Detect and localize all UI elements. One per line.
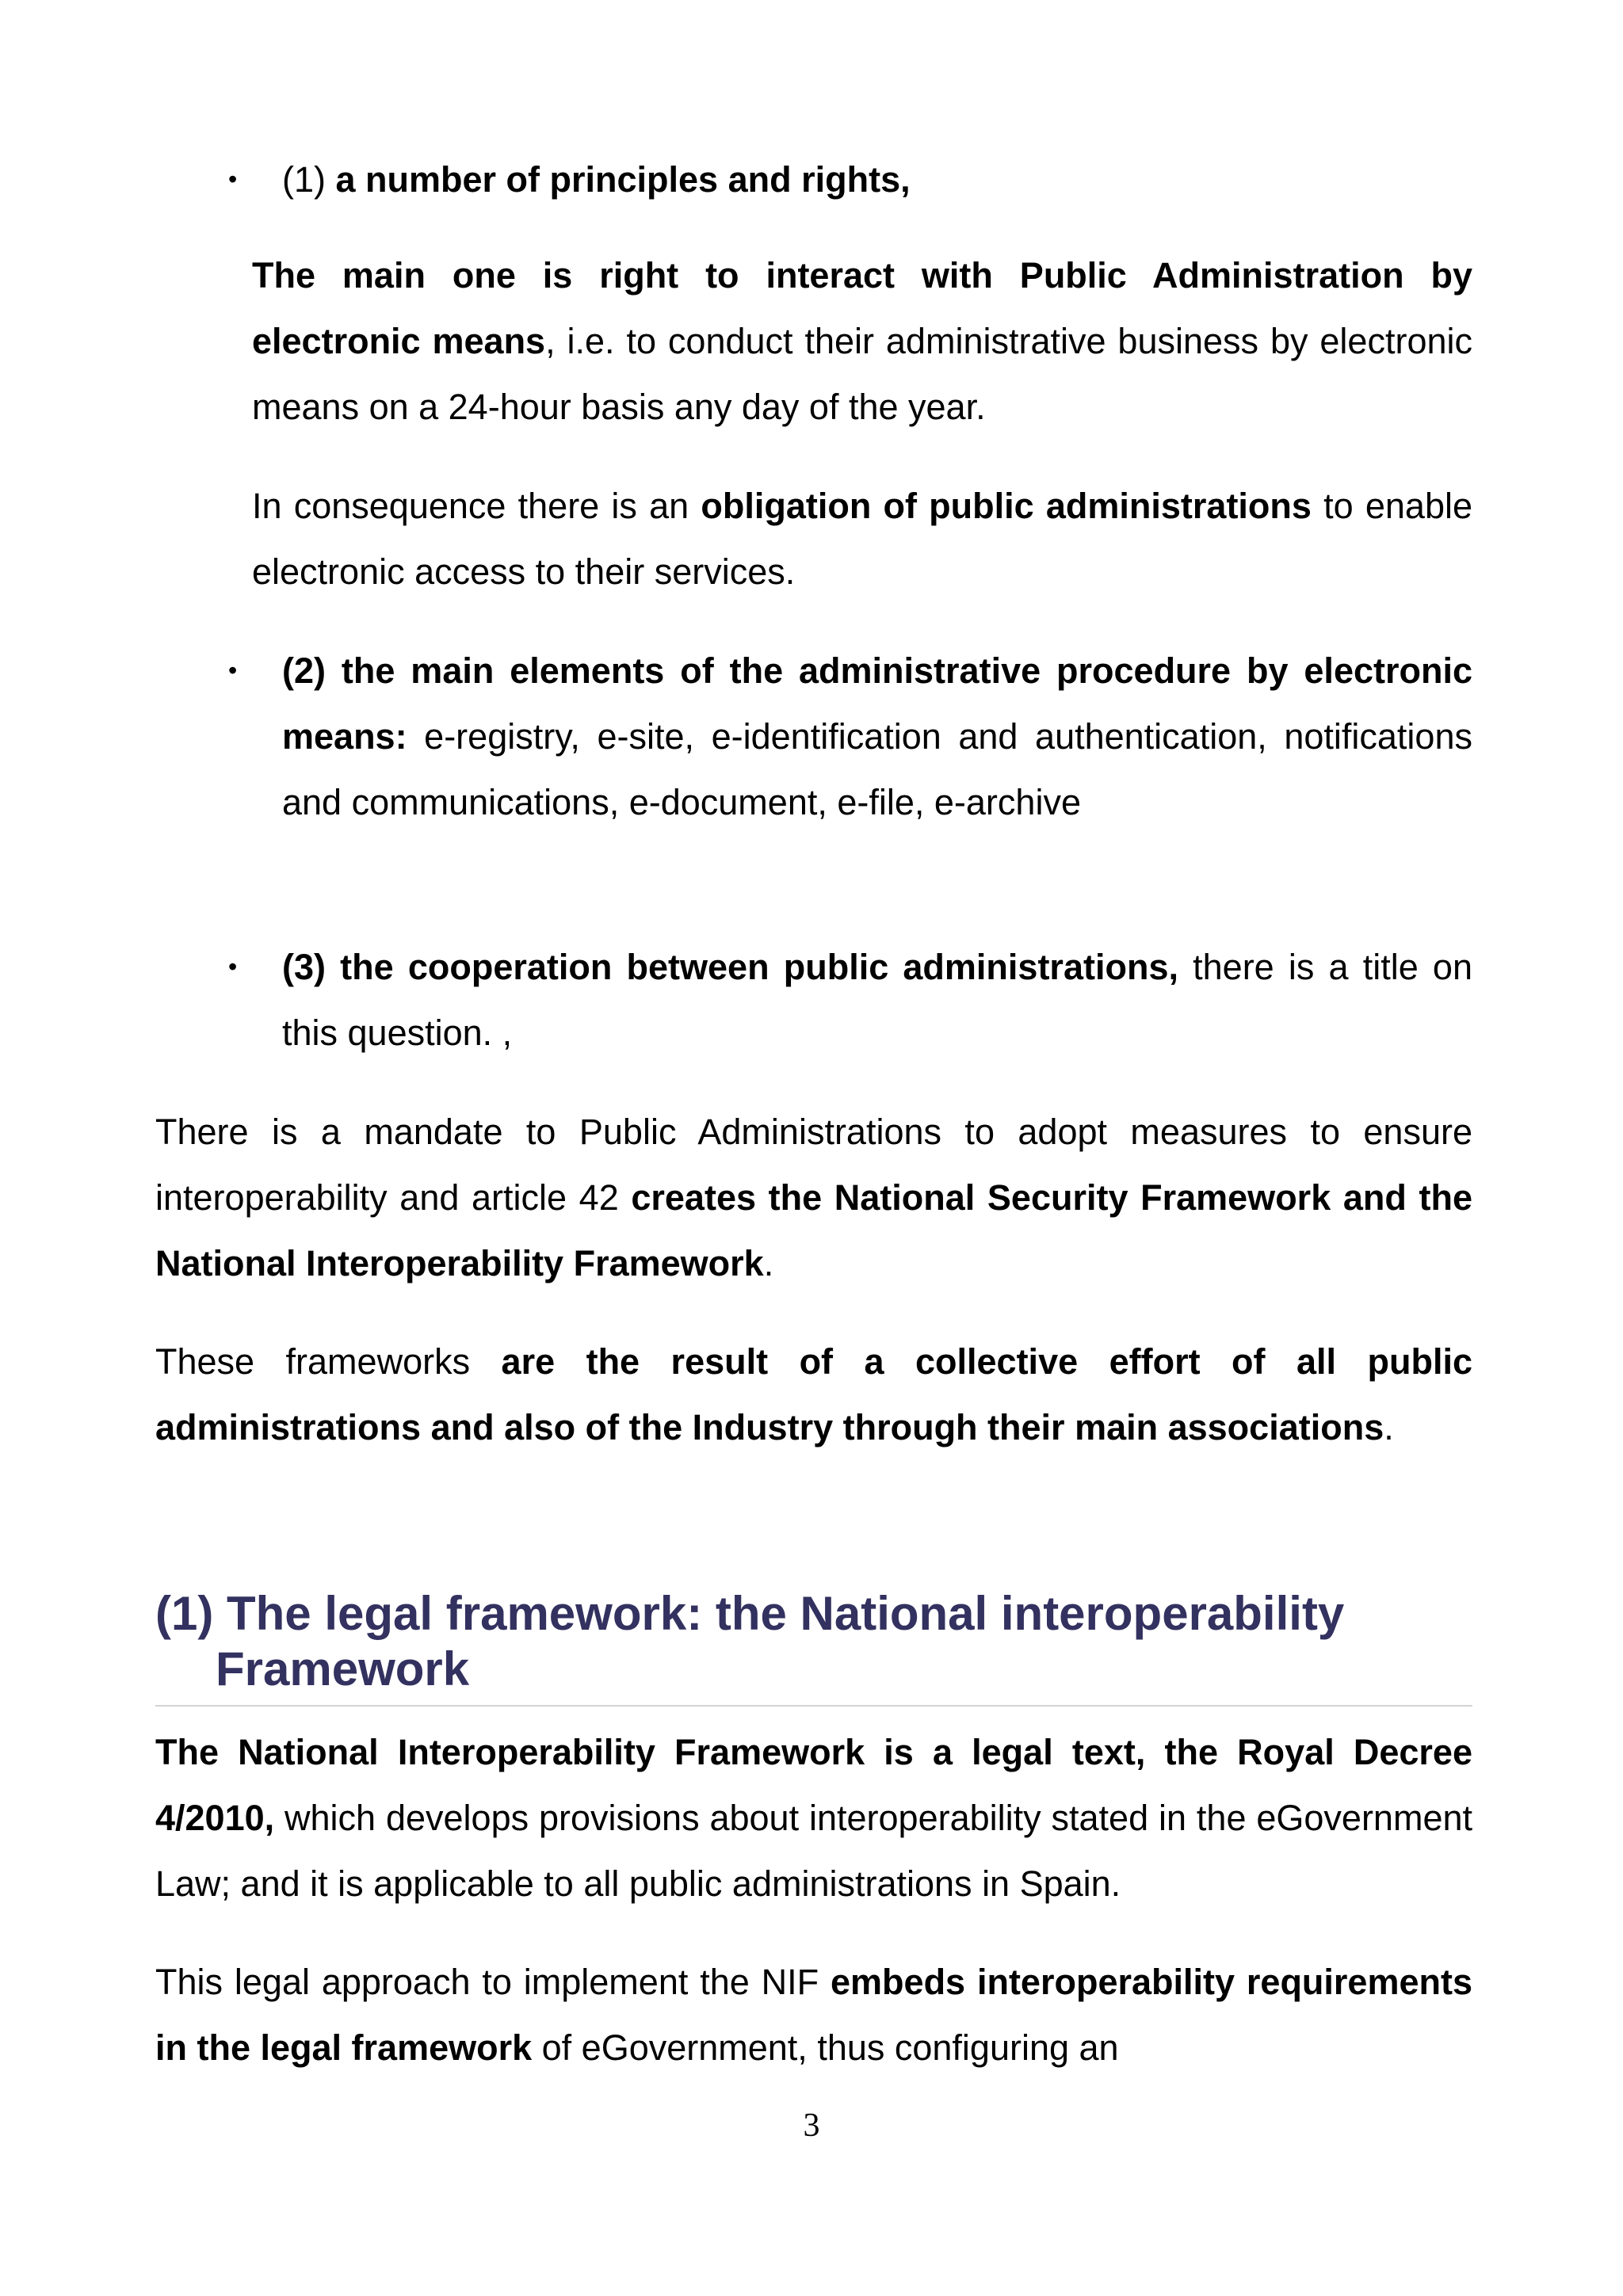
paragraph-text: These frameworks [155, 1341, 502, 1382]
paragraph-text: This legal approach to implement the NIF [155, 1962, 831, 2002]
paragraph-text: . [1384, 1407, 1394, 1447]
sub-paragraph-2 [252, 473, 1472, 605]
paragraph-text: There is a mandate to Public Administrations to adopt measures to ensure interoperability and article 42 [155, 1112, 1472, 1218]
bullet-text [282, 934, 1472, 1066]
bullet-marker: • [228, 165, 238, 193]
paragraph-bold: The National Interoperability Framework is a legal text, the Royal Decree 4/2010, [155, 1732, 1472, 1838]
heading-divider [155, 1705, 1472, 1707]
paragraph-bold: The main one is right to interact with Public Administration by electronic means [252, 255, 1472, 361]
sub-paragraph-1 [252, 242, 1472, 440]
bullet-lead: (1) [282, 159, 336, 200]
paragraph-text: which develops provisions about interoperability stated in the eGovernment Law; and it is applicable to all public administrations in Spain. [155, 1798, 1472, 1904]
bullet-bold: a number of principles and rights, [335, 159, 911, 200]
paragraph-bold: embeds interoperability requirements in the legal framework [155, 1962, 1472, 2068]
paragraph-text: of eGovernment, thus configuring an [532, 2027, 1119, 2068]
bullet-marker: • [228, 656, 238, 685]
paragraph-bold: obligation of public administrations [701, 486, 1312, 526]
paragraph-bold: are the result of a collective effort of all public administrations and also of the Industry through their main associations [155, 1341, 1472, 1447]
body-paragraph-3 [155, 1719, 1472, 1917]
paragraph-text: In consequence there is an [252, 486, 701, 526]
body-paragraph-4 [155, 1949, 1472, 2081]
section-heading: (1) The legal framework: the National interoperability Framework [155, 1587, 1345, 1695]
bullet-rest: e-registry, e-site, e-identification and authentication, notifications and communications, e-document, e-file, e-archive [282, 716, 1472, 822]
bullet-text [282, 638, 1472, 835]
paragraph-bold: creates the National Security Framework and the National Interoperability Framework [155, 1177, 1472, 1283]
body-paragraph-2 [155, 1329, 1472, 1460]
bullet-text [282, 147, 1472, 212]
bullet-rest: there is a title on this question. , [282, 947, 1472, 1053]
bullet-marker: • [228, 952, 238, 981]
page-number: 3 [803, 2107, 820, 2144]
bullet-bold: (3) the cooperation between public administrations, [282, 947, 1178, 987]
body-paragraph-1 [155, 1099, 1472, 1296]
paragraph-text: . [763, 1243, 774, 1283]
paragraph-text: , i.e. to conduct their administrative business by electronic means on a 24-hour basis any day of the year. [252, 321, 1472, 427]
bullet-bold: (2) the main elements of the administrative procedure by electronic means: [282, 650, 1472, 757]
paragraph-text: to enable electronic access to their services. [252, 486, 1472, 592]
